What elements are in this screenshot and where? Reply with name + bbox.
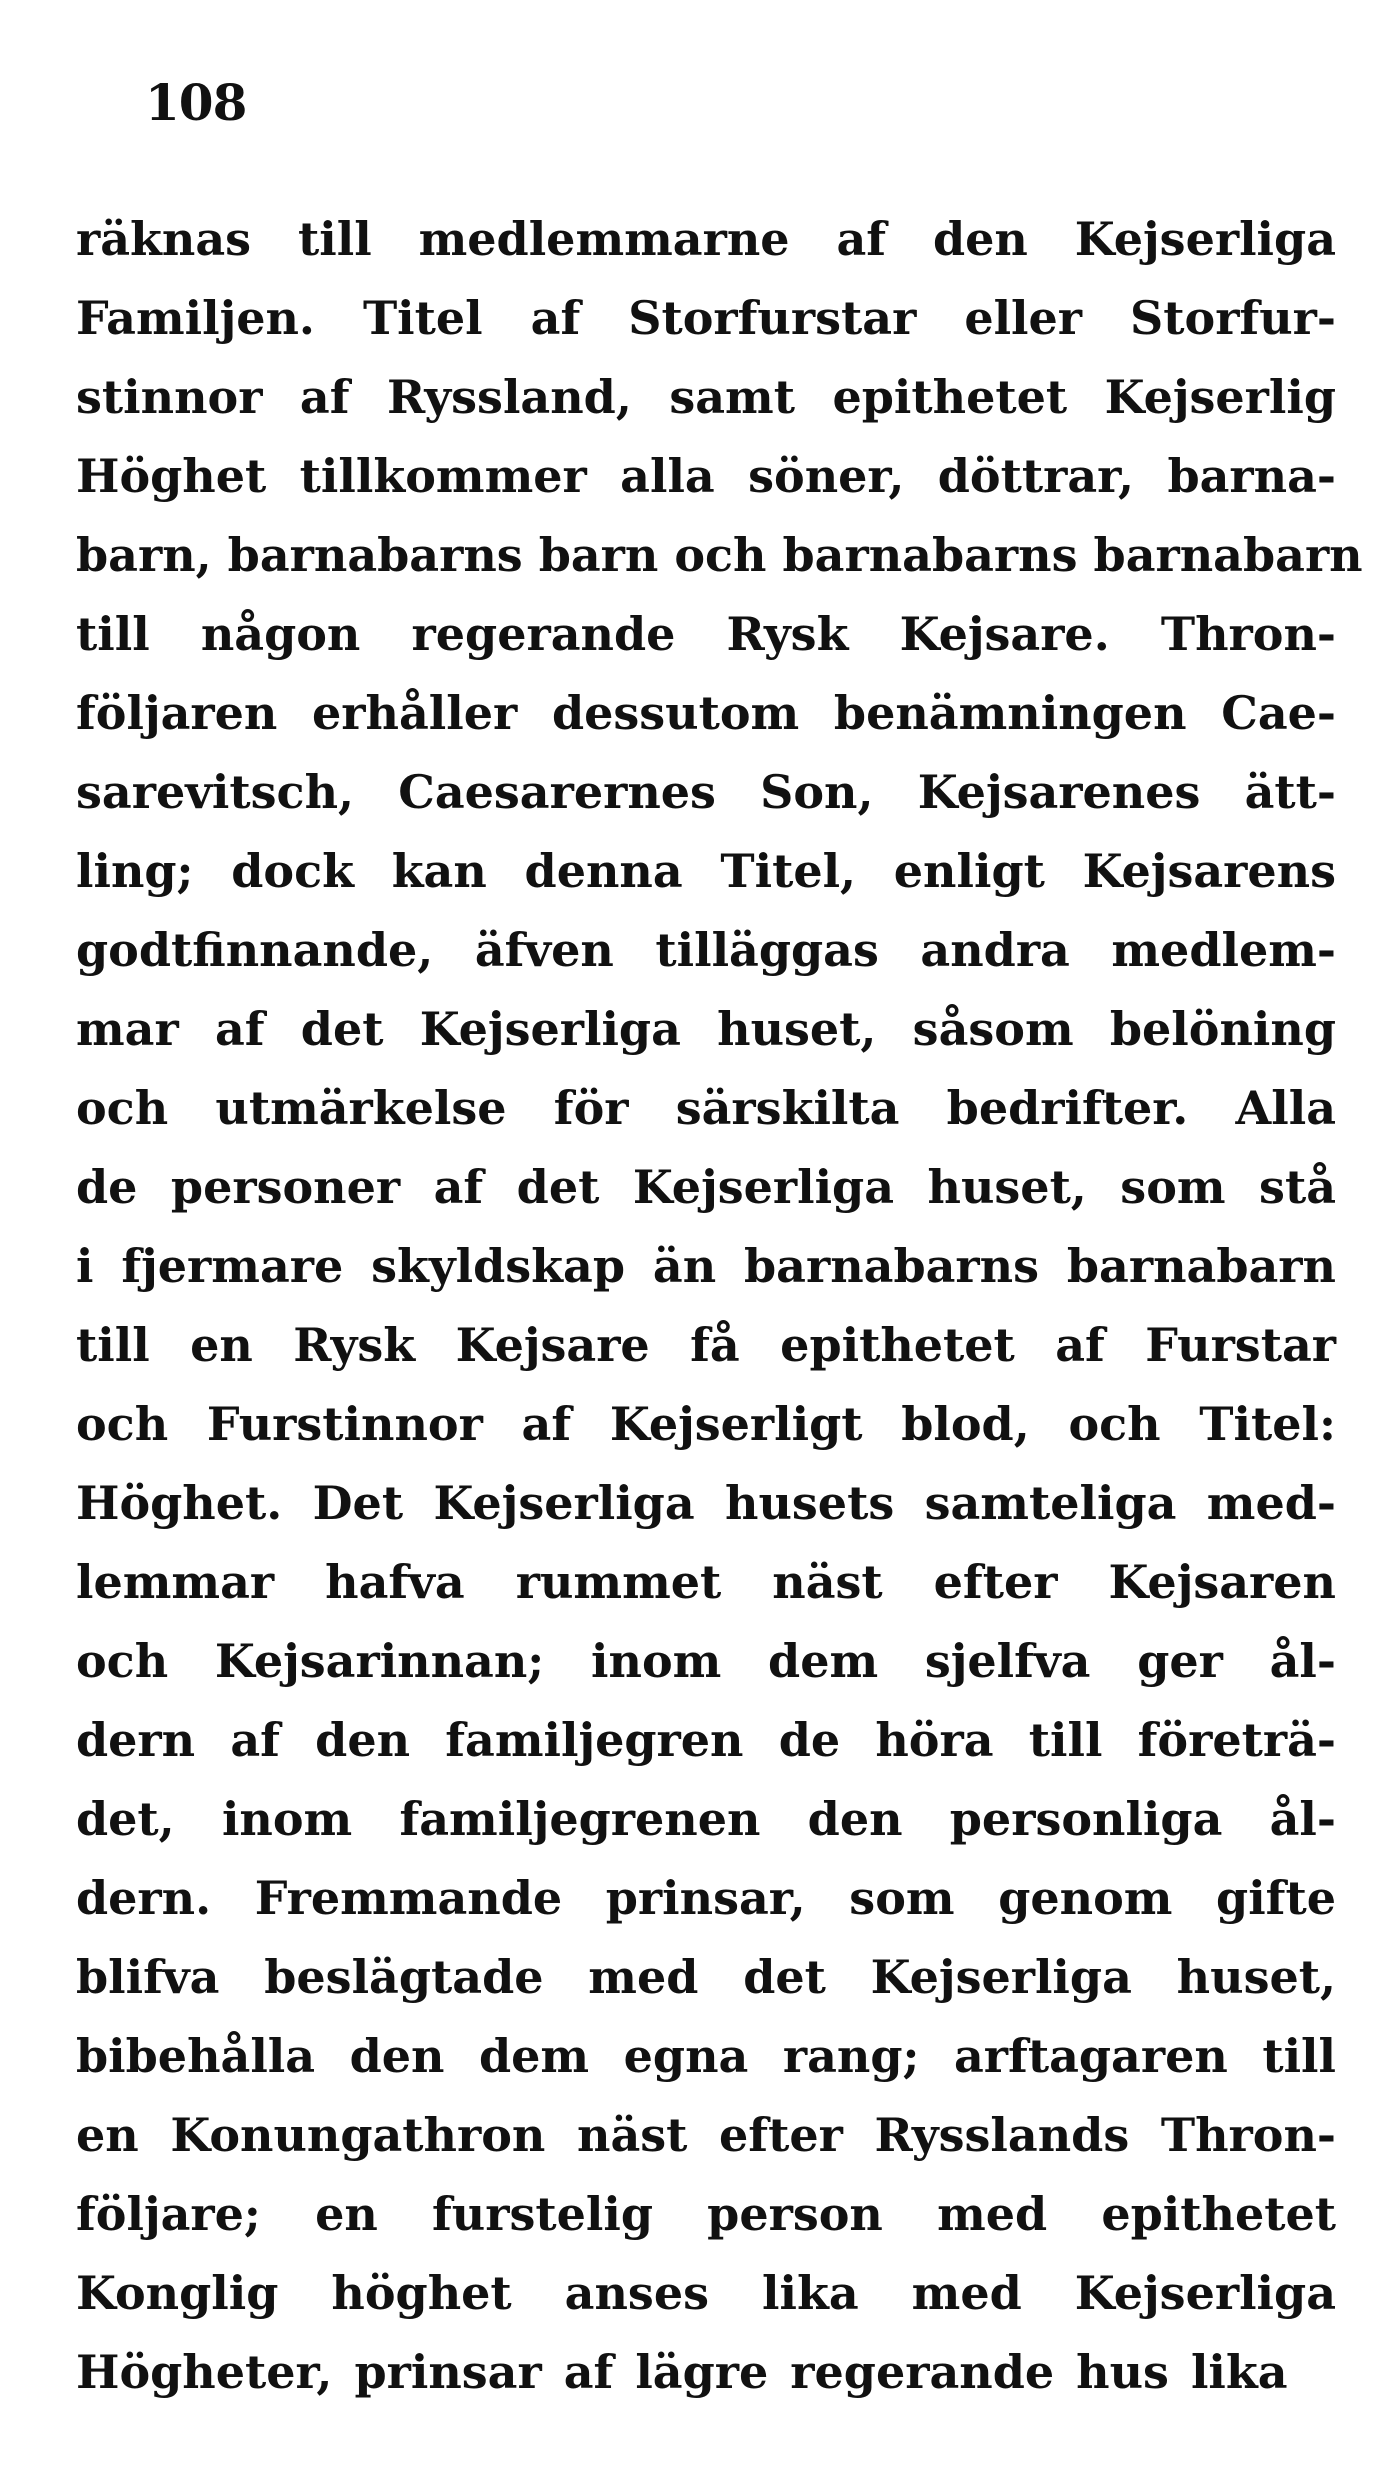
text-line: sarevitsch, Caesarernes Son, Kejsarenes ätt-	[76, 765, 1336, 819]
text-line: det, inom familjegrenen den personliga ål-	[76, 1792, 1336, 1846]
text-line: räknas till medlemmarne af den Kejserliga	[76, 212, 1336, 266]
text-line: godtfinnande, äfven tilläggas andra medlem-	[76, 923, 1336, 977]
text-line: följaren erhåller dessutom benämningen Cae-	[76, 686, 1336, 740]
text-line: Konglig höghet anses lika med Kejserliga	[76, 2266, 1336, 2320]
text-line: och Kejsarinnan; inom dem sjelfva ger ål-	[76, 1634, 1336, 1688]
text-line: och Furstinnor af Kejserligt blod, och Titel:	[76, 1397, 1336, 1451]
text-line: de personer af det Kejserliga huset, som stå	[76, 1160, 1336, 1214]
text-line: bibehålla den dem egna rang; arftagaren till	[76, 2029, 1336, 2083]
text-line: Högheter, prinsar af lägre regerande hus lika	[76, 2345, 1288, 2399]
text-line: dern. Fremmande prinsar, som genom gifte	[76, 1871, 1336, 1925]
page-number: 108	[145, 73, 247, 132]
text-line: till någon regerande Rysk Kejsare. Thron-	[76, 607, 1336, 661]
text-line: barn, barnabarns barn och barnabarns barnabarn	[76, 528, 1363, 582]
text-line: mar af det Kejserliga huset, såsom belöning	[76, 1002, 1336, 1056]
text-line: följare; en furstelig person med epithetet	[76, 2187, 1336, 2241]
text-line: i fjermare skyldskap än barnabarns barnabarn	[76, 1239, 1336, 1293]
body-text	[76, 200, 1363, 2412]
text-line: Höghet tillkommer alla söner, döttrar, barna-	[76, 449, 1336, 503]
text-line: Höghet. Det Kejserliga husets samteliga med-	[76, 1476, 1336, 1530]
text-line: blifva beslägtade med det Kejserliga huset,	[76, 1950, 1336, 2004]
text-line: en Konungathron näst efter Rysslands Thron-	[76, 2108, 1336, 2162]
text-line: lemmar hafva rummet näst efter Kejsaren	[76, 1555, 1336, 1609]
text-line: stinnor af Ryssland, samt epithetet Kejserlig	[76, 370, 1336, 424]
text-line: Familjen. Titel af Storfurstar eller Storfur-	[76, 291, 1336, 345]
text-line: dern af den familjegren de höra till företrä-	[76, 1713, 1336, 1767]
text-line: ling; dock kan denna Titel, enligt Kejsarens	[76, 844, 1336, 898]
text-line: och utmärkelse för särskilta bedrifter. Alla	[76, 1081, 1336, 1135]
text-line: till en Rysk Kejsare få epithetet af Furstar	[76, 1318, 1336, 1372]
